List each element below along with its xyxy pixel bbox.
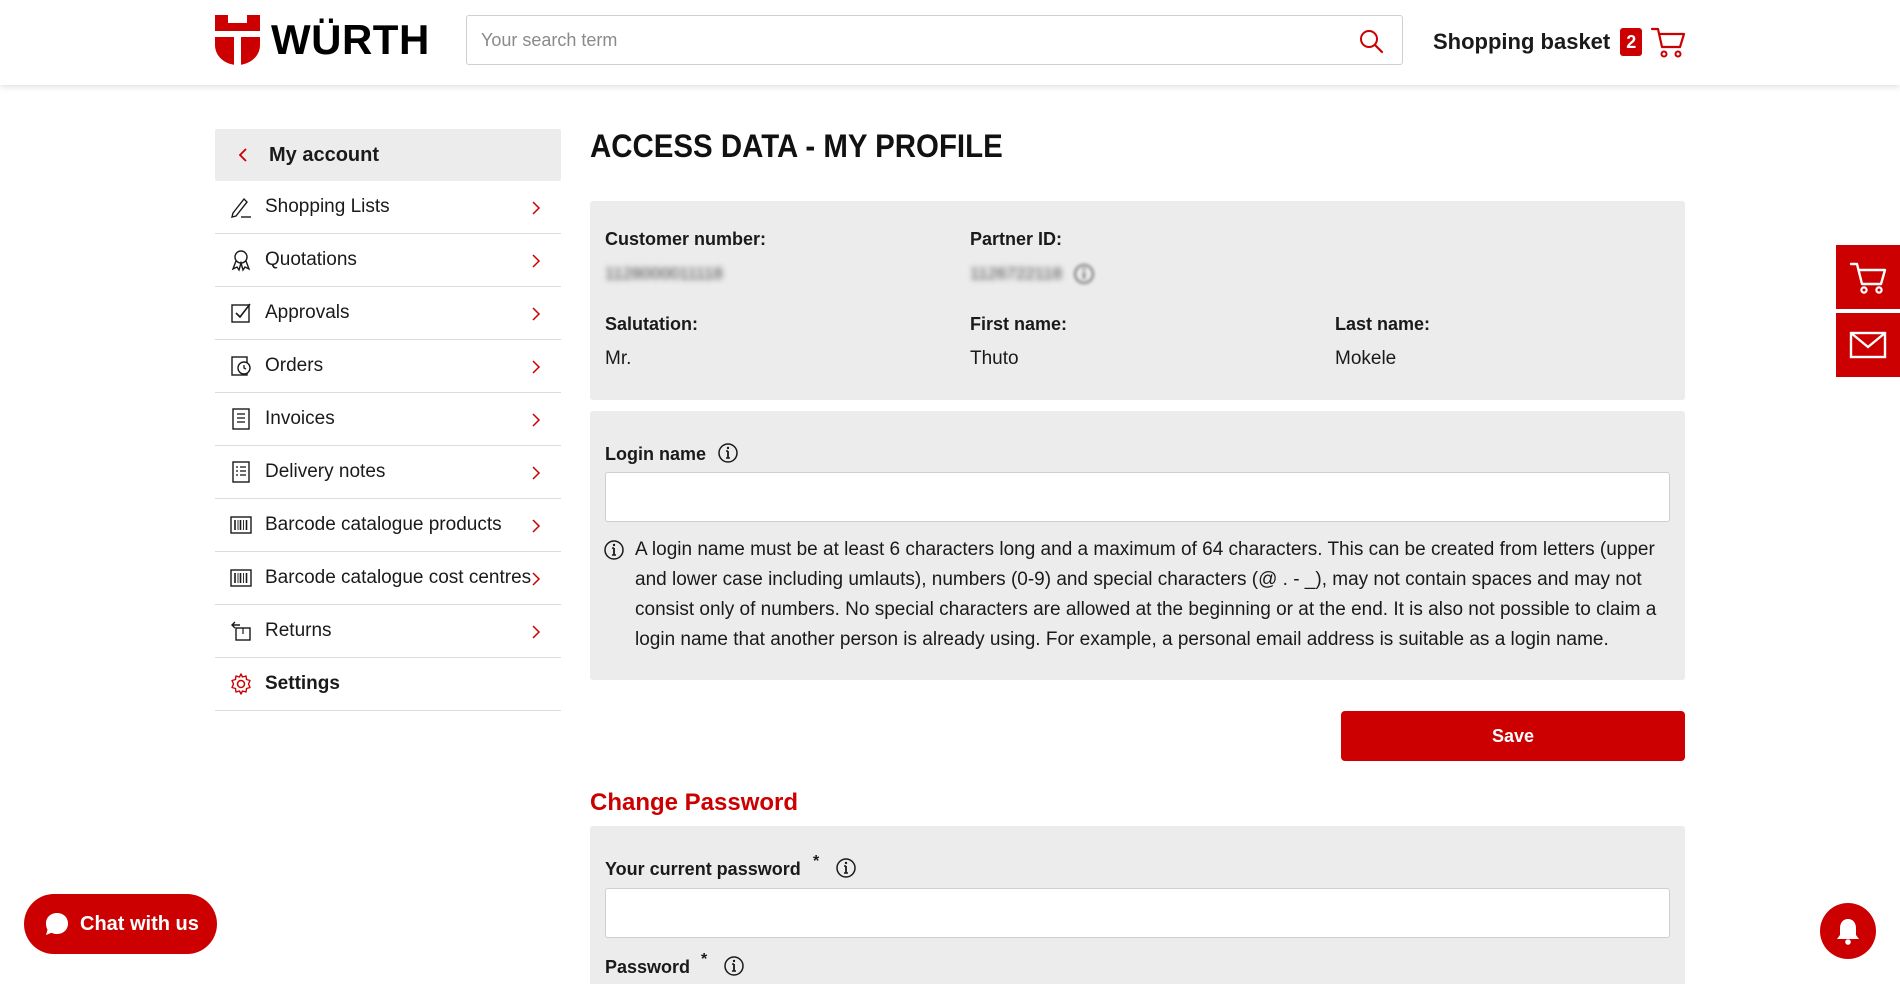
current-password-label: Your current password [605, 859, 801, 879]
chevron-right-icon [531, 307, 541, 321]
sidebar-item-label: Barcode catalogue products [265, 514, 502, 535]
clock-order-icon [229, 354, 253, 378]
pen-icon [229, 195, 253, 219]
password-label: Password [605, 957, 691, 977]
chevron-left-icon [235, 147, 251, 163]
chevron-right-icon [531, 466, 541, 480]
floating-cart-tab[interactable] [1836, 245, 1900, 309]
chevron-right-icon [531, 572, 541, 586]
chevron-right-icon [531, 413, 541, 427]
chevron-right-icon [531, 625, 541, 639]
last-name-value: Mokele [1335, 348, 1397, 369]
sidebar-item-delivery-notes[interactable] [215, 446, 561, 499]
login-name-label: Login name [605, 444, 707, 464]
search-box [466, 15, 1403, 65]
sidebar-item-label: Returns [265, 620, 332, 641]
chevron-right-icon [531, 360, 541, 374]
info-icon[interactable] [1073, 263, 1095, 285]
sidebar-item-approvals[interactable] [215, 287, 561, 340]
sidebar-item-label: Settings [265, 673, 340, 694]
barcode-icon [229, 513, 253, 537]
chat-label: Chat with us [80, 912, 199, 935]
wurth-logo-mark-icon [215, 15, 260, 65]
customer-number-value: 1128000011118 [605, 264, 723, 283]
last-name-label: Last name: [1335, 314, 1431, 334]
shopping-basket-link[interactable] [1433, 22, 1686, 62]
cart-icon [1848, 257, 1888, 297]
logo-text: WÜRTH [271, 16, 430, 63]
change-password-panel [590, 826, 1685, 984]
page-title: ACCESS DATA - MY PROFILE [590, 128, 1003, 164]
basket-label: Shopping basket [1433, 29, 1611, 54]
sidebar-item-quotations[interactable] [215, 234, 561, 287]
sidebar-item-shopping-lists[interactable] [215, 181, 561, 234]
sidebar-item-barcode-products[interactable] [215, 499, 561, 552]
sidebar-item-orders[interactable] [215, 340, 561, 393]
sidebar-item-label: Shopping Lists [265, 196, 390, 217]
sidebar-item-label: Orders [265, 355, 324, 376]
profile-info-panel [590, 201, 1685, 400]
sidebar-item-returns[interactable] [215, 605, 561, 658]
sidebar-header-my-account[interactable] [215, 129, 561, 181]
account-sidebar [215, 129, 561, 711]
sidebar-item-label: Barcode catalogue cost centres [265, 567, 532, 588]
cart-icon [1650, 25, 1686, 59]
info-icon [603, 539, 625, 561]
customer-number-label: Customer number: [605, 229, 767, 249]
partner-id-value: 1126722118 [970, 264, 1063, 283]
delivery-note-icon [229, 460, 253, 484]
chevron-right-icon [531, 254, 541, 268]
info-icon[interactable] [723, 955, 745, 977]
login-name-input[interactable] [605, 472, 1670, 522]
first-name-label: First name: [970, 314, 1068, 334]
chevron-right-icon [531, 519, 541, 533]
first-name-value: Thuto [970, 348, 1019, 369]
info-icon[interactable] [835, 857, 857, 879]
mail-icon [1848, 325, 1888, 365]
bell-icon [1833, 916, 1863, 946]
partner-id-label: Partner ID: [970, 229, 1063, 249]
save-button[interactable]: Save [1341, 711, 1685, 761]
sidebar-item-label: Delivery notes [265, 461, 386, 482]
change-password-title: Change Password [590, 789, 799, 816]
chat-button[interactable] [24, 894, 217, 954]
chevron-right-icon [531, 201, 541, 215]
site-header [0, 0, 1900, 85]
gear-icon [229, 672, 253, 696]
floating-contact-tab[interactable] [1836, 313, 1900, 377]
salutation-label: Salutation: [605, 314, 698, 334]
search-icon[interactable] [1358, 28, 1384, 54]
salutation-value: Mr. [605, 348, 632, 369]
wurth-logo[interactable] [215, 15, 430, 65]
sidebar-item-settings[interactable] [215, 658, 561, 711]
login-name-help-text: A login name must be at least 6 characters long and a maximum of 64 characters. This can be created from letters (upper and lower case including umlauts), numbers (0-9) and special characters (@ . - _), may not contain spaces and may not consist only of numbers. No special characters are allowed at the beginning or at the end. It is also not possible to claim a login name that another person is already using. For example, a personal email address is suitable as a login name. [635, 539, 1657, 650]
sidebar-item-label: Approvals [265, 302, 350, 323]
current-password-input[interactable] [605, 888, 1670, 938]
required-asterisk: * [701, 951, 708, 968]
login-name-panel [590, 411, 1685, 680]
sidebar-title: My account [269, 143, 380, 166]
search-input[interactable] [481, 16, 1341, 64]
returns-icon [229, 619, 253, 643]
sidebar-item-label: Invoices [265, 408, 335, 429]
notification-bell-button[interactable] [1820, 903, 1876, 959]
info-icon[interactable] [717, 442, 739, 464]
ribbon-icon [229, 248, 253, 272]
checkbox-icon [229, 301, 253, 325]
chat-bubble-icon [44, 911, 70, 937]
basket-count-badge: 2 [1620, 28, 1642, 56]
sidebar-item-invoices[interactable] [215, 393, 561, 446]
sidebar-item-label: Quotations [265, 249, 357, 270]
invoice-icon [229, 407, 253, 431]
barcode-icon [229, 566, 253, 590]
sidebar-item-barcode-cost-centres[interactable] [215, 552, 561, 605]
required-asterisk: * [813, 853, 820, 870]
